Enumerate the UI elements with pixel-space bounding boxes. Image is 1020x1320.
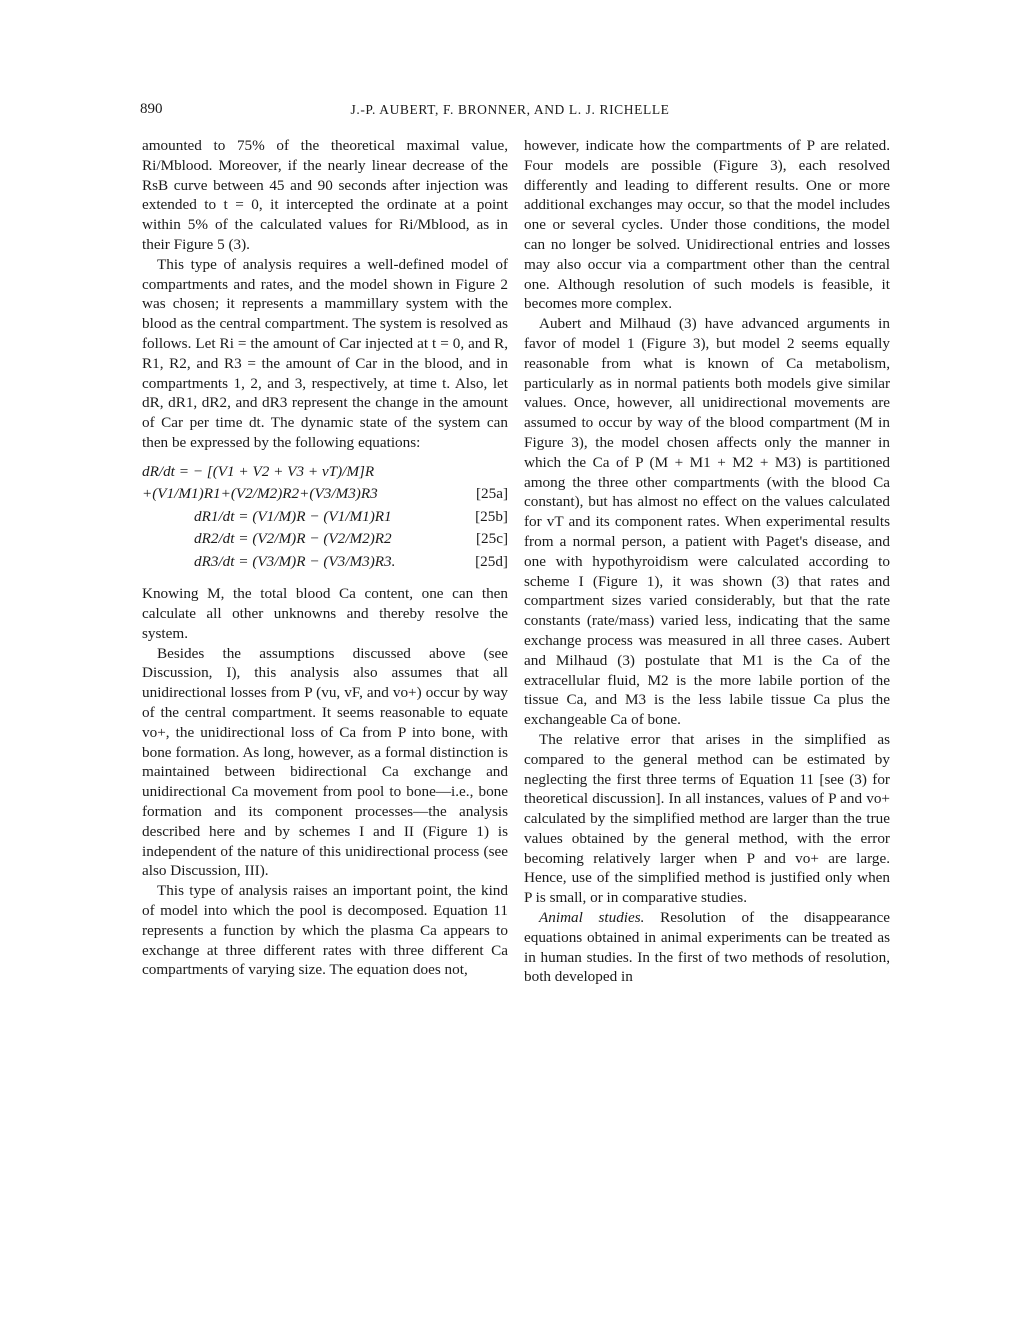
equation-expression: dR1/dt = (V1/M)R − (V1/M1)R1: [194, 507, 392, 525]
equation-block: [142, 462, 508, 575]
right-paragraph-3: The relative error that arises in the simplified as compared to the general method can be estimated by neglecting the first three terms of Equation 11 [see (3) for theoretical discussion]. In all instances, values of P and vo+ calculated by the simplified method are larger than the true values obtained by the general method, with the error becoming relatively larger when P and vo+ are large. Hence, use of the simplified method is justified only when P is small, or in comparative studies.: [524, 730, 890, 907]
right-paragraph-4: [524, 908, 890, 987]
left-paragraph-5: This type of analysis raises an important point, the kind of model into which the pool is decomposed. Equation 11 represents a function by which the plasma Ca appears to exchange at three different rates with three different Ca compartments of varying size. The equation does not,: [142, 882, 508, 979]
left-paragraph-3: Knowing M, the total blood Ca content, one can then calculate all other unknowns and thereby resolve the system.: [142, 585, 508, 642]
equation-expression: dR2/dt = (V2/M)R − (V2/M2)R2: [194, 530, 392, 548]
equation-row: [142, 529, 508, 552]
equation-row: [142, 507, 508, 530]
right-paragraph-2: Aubert and Milhaud (3) have advanced arguments in favor of model 1 (Figure 3), but model 2 seems equally reasonable from what is known of Ca metabolism, particularly as in normal patients both models give similar values. Once, however, all unidirectional movements are assumed to occur by way of the blood compartment (M in Figure 3), the model chosen affects only the manner in which the Ca of P (M + M1 + M2 + M3) is partitioned among the three other compartments (with the blood Ca constant), but has almost no effect on the values calculated for vT and its component rates. When experimental results from a normal person, a patient with Paget's disease, and one with hypothyroidism were calculated according to scheme I (Figure 1), it was shown (3) that rates and compartment sizes varied considerably, but that the rate constants (rate/mass) varied less, indicating that the same exchange process was measured in all three cases. Aubert and Milhaud (3) postulate that M1 is the Ca of the extracellular fluid, M2 is the more labile portion of the tissue Ca, and M3 is the less labile tissue Ca plus the exchangeable Ca of bone.: [524, 315, 890, 729]
equation-expression: +(V1/M1)R1+(V2/M2)R2+(V3/M3)R3: [142, 485, 378, 503]
right-paragraph-1: however, indicate how the compartments of P are related. Four models are possible (Figure 3), each resolved differently and leading to different results. One or more additional exchanges may occur, so that the model includes one or several cycles. Under those conditions, the model can no longer be solved. Unidirectional entries and losses may also occur via a compartment other than the central one. Although resolution of such models is feasible, it becomes more complex.: [524, 137, 890, 313]
section-run-in-heading: Animal studies.: [539, 909, 645, 927]
left-paragraph-4: Besides the assumptions discussed above (see Discussion, I), this analysis also assumes that all unidirectional losses from P (vu, vF, and vo+) occur by way of the central compartment. It seems reasonable to equate vo+, the unidirectional loss of Ca from P into bone, with bone formation. As long, however, as a formal distinction is maintained between bidirectional Ca exchange and unidirectional Ca movement from pool to bone—i.e., bone formation and its component processes—the analysis described here and by schemes I and II (Figure 1) is independent of the nature of this unidirectional process (see also Discussion, III).: [142, 644, 508, 880]
equation-expression: dR3/dt = (V3/M)R − (V3/M3)R3.: [194, 552, 396, 570]
equation-tag: [25a]: [475, 485, 508, 503]
equation-row: [142, 552, 508, 575]
right-column: [524, 136, 890, 987]
equation-tag: [25b]: [475, 507, 508, 525]
equation-tag: [25c]: [475, 530, 508, 548]
equation-row: [142, 462, 508, 485]
page-number: 890: [140, 101, 163, 117]
running-head: J.-P. AUBERT, F. BRONNER, AND L. J. RICHELLE: [350, 102, 670, 117]
left-paragraph-1: amounted to 75% of the theoretical maximal value, Ri/Mblood. Moreover, if the nearly linear decrease of the RsB curve between 45 and 90 seconds after injection was extended to t = 0, it intercepted the ordinate at a point within 5% of the calculated values for Ri/Mblood, as in their Figure 5 (3).: [142, 137, 508, 253]
left-column: [142, 136, 508, 980]
left-paragraph-2: This type of analysis requires a well-defined model of compartments and rates, and the model shown in Figure 2 was chosen; it represents a mammillary system with the blood as the central compartment. The system is resolved as follows. Let Ri = the amount of Car injected at t = 0, and R, R1, R2, and R3 = the amount of Car in the blood, and in compartments 1, 2, and 3, respectively, at time t. Also, let dR, dR1, dR2, and dR3 represent the change in the amount of Car per time dt. The dynamic state of the system can then be expressed by the following equations:: [142, 255, 508, 451]
equation-tag: [25d]: [475, 552, 508, 570]
right-paragraph-4-text: Resolution of the disappearance equations obtained in animal experiments can be treated as in human studies. In the first of two methods of resolution, both developed in: [524, 909, 891, 986]
equation-row: [142, 484, 508, 507]
equation-expression: dR/dt = − [(V1 + V2 + V3 + vT)/M]R: [142, 462, 375, 480]
